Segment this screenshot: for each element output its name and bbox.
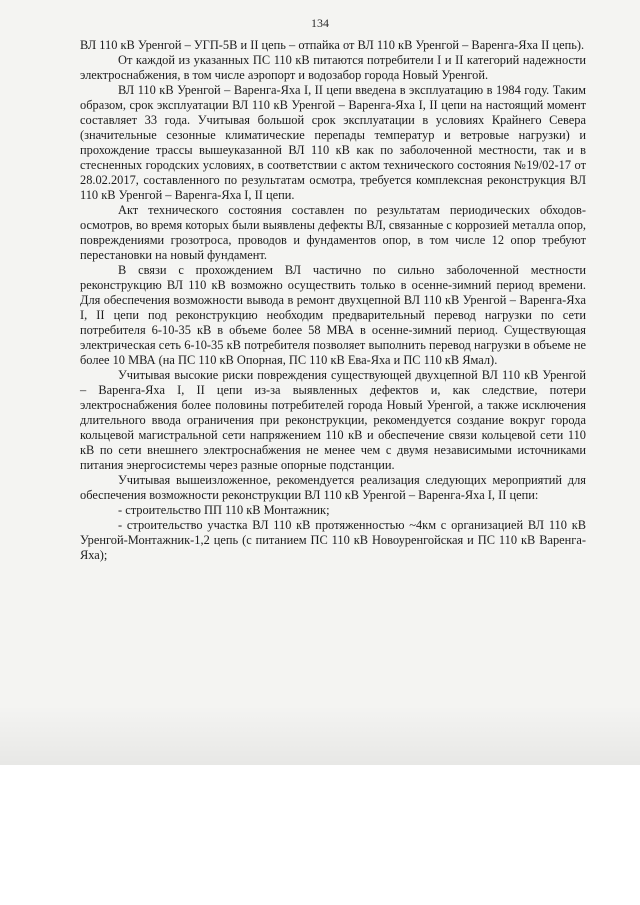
- paragraph-inspection-act: Акт технического состояния составлен по результатам периодических обходов-осмотров, во время которых были выявлены дефекты ВЛ, связанные с коррозией металла опор, повреждениями грозотроса, проводов и фундаментов опор, в том числе 12 опор требуют перестановки на новый фундамент.: [80, 203, 586, 262]
- paragraph-continuation: ВЛ 110 кВ Уренгой – УГП-5В и II цепь – отпайка от ВЛ 110 кВ Уренгой – Варенга-Яха II цепь).: [80, 38, 585, 52]
- document-body: [80, 38, 586, 563]
- page-number: 134: [311, 16, 329, 30]
- paragraph-risks: Учитывая высокие риски повреждения существующей двухцепной ВЛ 110 кВ Уренгой – Варенга-Яха I, II цепи из-за выявленных дефектов и, как следствие, потери электроснабжения более половины потребителей города Новый Уренгой, а также исключения длительного ввода ограничения при реконструкции, рекомендуется создание вокруг города кольцевой магистральной сети напряжением 110 кВ и обеспечение связи кольцевой сети 110 кВ по сети внешнего электроснабжения не менее чем с двумя независимыми источниками питания энергосистемы через разные опорные подстанции.: [80, 368, 586, 472]
- paragraph-consumers: От каждой из указанных ПС 110 кВ питаются потребители I и II категорий надежности электроснабжения, в том числе аэропорт и водозабор города Новый Уренгой.: [80, 53, 586, 82]
- paragraph-recommendations: Учитывая вышеизложенное, рекомендуется реализация следующих мероприятий для обеспечения возможности реконструкции ВЛ 110 кВ Уренгой – Варенга-Яха I, II цепи:: [80, 473, 586, 502]
- paragraph-line-history: ВЛ 110 кВ Уренгой – Варенга-Яха I, II цепи введена в эксплуатацию в 1984 году. Таким образом, срок эксплуатации ВЛ 110 кВ Уренгой – Варенга-Яха I, II цепи на настоящий момент составляет 33 года. Учитывая большой срок эксплуатации в условиях Крайнего Севера (значительные сезонные климатические перепады температур и ветровые нагрузки) и прохождение трассы вышеуказанной ВЛ 110 кВ как по заболоченной местности, так и в стесненных городских условиях, в соответствии с актом технического состояния №19/02-17 от 28.02.2017, составленного по результатам осмотра, требуется комплексная реконструкция ВЛ 110 кВ Уренгой – Варенга-Яха I, II цепи.: [80, 83, 586, 202]
- paragraph-reconstruction-period: В связи с прохождением ВЛ частично по сильно заболоченной местности реконструкцию ВЛ 110 кВ возможно осуществить только в осенне-зимний период времени. Для обеспечения возможности вывода в ремонт двухцепной ВЛ 110 кВ Уренгой – Варенга-Яха I, II цепи под реконструкцию необходим предварительный перевод нагрузки по сети потребителя 6-10-35 кВ в объеме более 58 МВА в осенне-зимний период. Существующая электрическая сеть 6-10-35 кВ потребителя позволяет выполнить перевод нагрузки в объеме не более 10 МВА (на ПС 110 кВ Опорная, ПС 110 кВ Ева-Яха и ПС 110 кВ Ямал).: [80, 263, 586, 367]
- list-item: - строительство ПП 110 кВ Монтажник;: [118, 503, 330, 517]
- list-item: - строительство участка ВЛ 110 кВ протяженностью ~4км с организацией ВЛ 110 кВ Уренгой-Монтажник-1,2 цепь (с питанием ПС 110 кВ Новоуренгойская и ПС 110 кВ Варенга-Яха);: [80, 518, 586, 562]
